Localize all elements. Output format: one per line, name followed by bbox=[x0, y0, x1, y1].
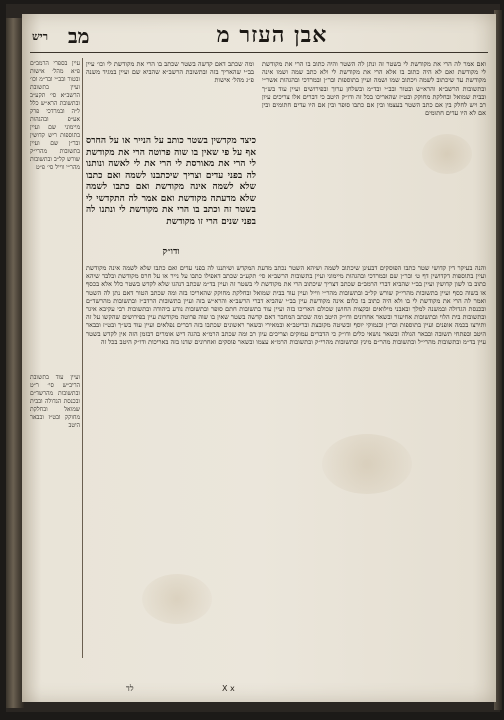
signature-mark: X x bbox=[222, 684, 235, 693]
main-text-closing: ודו״ק bbox=[162, 247, 180, 257]
book-page bbox=[22, 14, 496, 702]
commentary-lower: והנה בעיקר דין קדושי שטר כתבו הפוסקים דבעינן שיכתוב לשמה ושיהא השטר נכתב מדעת המקדש ושיתננו לה בפני עדים ואם כתבו שלא לשמה אינה מקודשת ועיין בתוספות דקדושין דף ט׳ ובר״ן שם ובמרדכי ובהגהות מיימוני ועיין בתשובות הרשב״א סי׳ תקע״ב שכתב דאפילו כתבו על נייר או על חרס מקודשת ובלבד שיהא כתוב בו לשון קדושין ועיין בב״י שהביא דברי הרמב״ם שכתב דצריך שיכתוב הרי את מקודשת לי בשטר זה ועיין בד״מ שכתב דנהגו שלא לקדש בשטר כלל אלא בכסף או בשוה כסף ועיין בתשובות מהרי״ק שורש קל״ב ובתשובות מהר״י ווייל ועיין עוד בבית שמואל ובחלקת מחוקק שהאריכו בזה ומה שכתב הטור דאם נתן לה השטר ואמר לה הרי את מקודשת לי בו ולא היה כתוב בו כלום אינה מקודשת עיין בב״י שהביא דברי הרשב״א והרא״ש בזה ועיין בתשובות הרדב״ז ובתשובות מהרשד״ם ובכנסת הגדולה ובמשנה למלך ובאבני מילואים ובקצות החושן שכולם האריכו בזה ועיין עוד בתשובות חתם סופר ובתשובות נודע ביהודה ובתשובות רבי עקיבא איגר ובתשובות בית הלוי ובתשובות אחיעזר ובשאר אחרונים ודו״ק היטב ומה שכתב המחבר דאם קדשה בשטר שאין בו שוה פרוטה מקודשת עיין בפירושים שהקשו על זה ותירצו בכמה אופנים ועיין בתוספות ובר״ן ובנמוקי יוסף ובשיטה מקובצת ובריטב״א ובמאירי ובשאר ראשונים שכתבו בזה דברים נפלאים ועיין עוד בש״ך ובט״ז ובבאר היטב ובפתחי תשובה ובבאר הגולה ובשאר נושאי כלים ודו״ק כי הדברים עמוקים וצריכים עיון רב ומה שכתב הרמ״א בהגה דיש אומרים דבזמן הזה אין לקדש בשטר עיין בד״מ ובתשובות מהרי״ל ובתשובות מהר״ם מינץ ובתשובות מהרי״ק ובתשובות הרמ״א עצמו ובשאר פוסקים ואחרונים שדנו בזה באריכות ודו״ק היטב בכל זה bbox=[86, 264, 486, 346]
header-divider bbox=[30, 52, 488, 53]
marginal-notes-lower: ועיין עוד בתשובת הריב״ש סי׳ ר״ט ובתשובות מהרשד״ם ובכנסת הגדולה ובבית שמואל ובחלקת מחוקק ובט״ז ובבאר היטב bbox=[30, 374, 80, 429]
margin-divider bbox=[82, 58, 83, 658]
page-title: אבן העזר מ bbox=[216, 22, 328, 48]
commentary-upper-right: ואם אמר לה הרי את מקודשת לי בשטר זה ונתן לה השטר והיה כתוב בו הרי את מקודשת לי מקודשת ואם לא היה כתוב בו אלא הרי את מקודשת לי ולא כתב שמה ושמו אינה מקודשת עד שיכתוב לשמה ויכתוב שמו ושמה ועיין בתוספות ובר״ן ובמרדכי ובהגהות אשר״י ובתשובות הרשב״א והרא״ש ובטור ובב״י ובד״מ ובשלחן ערוך ובפירושים ועיין עוד בש״ך ובבית שמואל ובחלקת מחוקק ובט״ז שהאריכו בכל זה ודו״ק היטב כי דברים אלו צריכים עיון רב ויש לחלק בין אם כתב השטר בעצמו ובין אם כתבו סופר ובין אם היו עדים חתומים ובין אם לא היו עדים חתומים bbox=[262, 60, 486, 118]
daf-marker: ריש bbox=[32, 30, 49, 43]
main-text-block: כיצד מקדשין בשטר כותב על הנייר או על החרס אף על פי שאין בו שוה פרוטה הרי את מקודשת לי הרי את מאורסת לי הרי את לי לאשה ונותנו לה בפני עדים וצריך שיכתבנו לשמה ואם כתבו שלא לשמה אינה מקודשת ואם כתבו לשמה שלא מדעתה מקודשת ואם אמר לה התקדשי לי בשטר זה וכתב בו הרי את מקודשת לי ונתנו לה בפני שנים הרי זו מקודשת bbox=[86, 136, 256, 227]
running-head bbox=[22, 22, 496, 50]
commentary-upper-left: ומה שכתב דאם קדשה בשטר שכתב בו הרי את מקודשת לי וכו׳ עיין בב״י שהאריך בזה ובתשובת הרשב״א שהביא שם ועיין במגיד משנה פ״ג מהל׳ אישות bbox=[86, 60, 254, 85]
catchword: לד bbox=[126, 684, 134, 693]
folio-number: מב bbox=[68, 24, 90, 48]
marginal-notes-upper: עיין בספרי הרמב״ם פ״א מהל׳ אישות ובטור ובב״י ובד״מ וכו׳ ועיין בתשובת הרשב״א סי׳ תקע״ב ובתשובת הרא״ש כלל ל״ה ובמרדכי פרק אע״פ ובהגהות מיימוני שם ועיין בתוספות ריש קדושין ובר״ן שם ועיין בתשובות מהרי״ק שורש קל״ב ובתשובות מהר״י ווייל סי׳ פ״ט bbox=[30, 60, 80, 171]
